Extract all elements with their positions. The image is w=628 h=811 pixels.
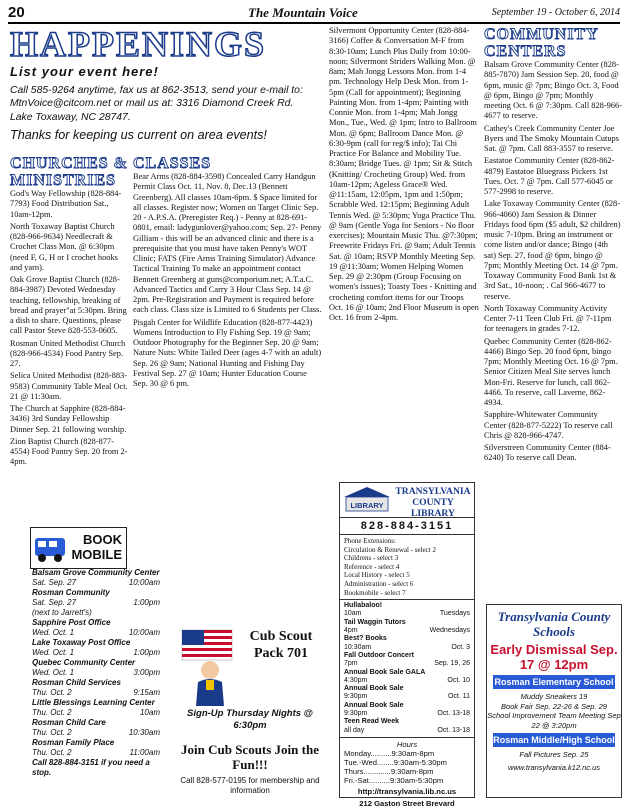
list-item: Balsam Grove Community Center (828-885-7870) Jam Session Sep. 20, food @ 6pm, music @ 7pm; Bingo Oct. 3, Food @ 6pm, Bingo @ 7pm; Monthly meeting Oct. 6 @ 7:30pm. Call 828-966-4677 to reserve. xyxy=(484,60,622,121)
schools-url[interactable]: www.transylvania.k12.nc.us xyxy=(507,762,601,772)
schools-box xyxy=(486,604,622,798)
list-item: Eastatoe Community Center (828-862-4879) Eastatoe Bluegrass Pickers 1st Tues. Oct. 7 @ 7pm. Call 577-6045 or 577-2998 to reserve. xyxy=(484,156,615,196)
title-block xyxy=(10,26,308,144)
bookmobile-stop: Rosman Community xyxy=(32,588,110,597)
list-item: North Toxaway Baptist Church (828-966-9634) Needlecraft & Crochet Class Mon. @ 6:30pm (need F, G, H or I crochet hooks and yarn). xyxy=(10,221,118,272)
extension-line: Local History - select 5 xyxy=(344,571,410,580)
bookmobile-time: Thu. Oct. 2 11:00am xyxy=(32,748,160,757)
list-item: God's Way Fellowship (828-884-7793) Food Distribution Sat., 10am-12pm. xyxy=(10,189,122,219)
list-item: Oak Grove Baptist Church (828-884-3987) Devoted Wednesday teaching, fellowship, breaking of bread and prayer"at 5:30pm. Bring a dish to share. Questions, please call Pastor Steve 828-553-0605. xyxy=(10,275,127,336)
page-title: HAPPENINGS xyxy=(10,24,267,64)
churches-section xyxy=(10,155,128,470)
list-item: Quebec Community Center (828-862-4466) Bingo Sep. 20 food 6pm, bingo 7pm; Monthly Meeting Oct. 16 @ 7pm. Senior Citizen Meal Site serves lunch Mon-Fri. Reserve for lunch, call 862-4466. To reserve, call Laverne, 862-4934. xyxy=(484,336,618,407)
hours-line: Thurs.............9:30am-8pm xyxy=(344,766,434,776)
bookmobile-stop: Rosman Child Services xyxy=(32,678,121,687)
list-item: Rosman United Methodist Church (828-966-4534) Food Pantry Sep. 27. xyxy=(10,338,126,368)
extension-line: Childrens - select 3 xyxy=(344,554,399,563)
bookmobile-logo-text: BOOK MOBILE xyxy=(71,532,122,562)
library-logo-text: LIBRARY xyxy=(350,501,384,510)
cub-scout-signup: Sign-Up Thursday Nights @ 6:30pm xyxy=(187,708,313,731)
event-line: Annual Book Sale xyxy=(344,701,404,709)
list-item: Pisgah Center for Wildlife Education (828-877-4423) Womens Introduction to Fly Fishing Sep. 19 @ 9am; Outdoor Photography for the Beginner Sep. 20 @ 9am; Nature Nuts: White Tailed Deer (ages 4-7 with an adult) Sep. 26 @ 9am; National Hunting and Fishing Day Festival Sep. 27 @ 10am; Hunter Education Course Sep. 30 @ 6 pm. xyxy=(133,317,322,388)
list-item: Book Fair Sep. 22-26 & Sep. 29 xyxy=(501,701,607,711)
classes-heading: CLASSES xyxy=(133,155,212,172)
silvermont-section xyxy=(329,26,479,325)
library-extensions xyxy=(340,535,474,600)
event-line: Fall Outdoor Concert xyxy=(344,651,414,659)
cub-scout-ad xyxy=(178,620,322,800)
event-line: Hullabaloo! xyxy=(344,602,383,610)
bookmobile-time: (next to Jarrett's) xyxy=(32,608,92,617)
scout-flag-icon xyxy=(178,624,238,706)
bookmobile-stop: Rosman Family Place xyxy=(32,738,115,747)
list-item: Muddy Sneakers 19 xyxy=(520,692,588,701)
cub-scout-title: Cub Scout Pack 701 xyxy=(249,629,313,661)
early-dismissal: Early Dismissal Sep. 17 @ 12pm xyxy=(490,642,618,672)
thanks-text: Thanks for keeping us current on area events! xyxy=(10,128,267,143)
event-line: 10:30am Oct. 3 xyxy=(344,643,470,651)
hours-label: Hours xyxy=(396,739,418,749)
bookmobile-stop: Balsam Grove Community Center xyxy=(32,568,160,577)
list-item: North Toxaway Community Activity Center 7-11 Teen Club Fri. @ 7-11pm for teenagers in grades 7-12. xyxy=(484,303,612,334)
event-line: 10am Tuesdays xyxy=(344,610,470,618)
event-line: 4:30pm Oct. 10 xyxy=(344,676,470,684)
community-heading: COMMUNITY CENTERS xyxy=(484,26,599,60)
list-item: Selica United Methodist (828-883-9583) Community Table Meal Oct. 21 @ 11:30am. xyxy=(10,371,128,401)
library-building-icon xyxy=(342,485,392,515)
cub-scout-join: Join Cub Scouts Join the Fun!!! xyxy=(181,742,319,772)
library-header xyxy=(340,483,474,518)
list-item: Silverstreen Community Center (884-6240) To reserve call Dean. xyxy=(484,443,611,463)
bus-icon xyxy=(33,530,69,566)
event-line: 9:30pm Oct. 13-18 xyxy=(344,710,470,718)
bookmobile-stop: Little Blessings Learning Center xyxy=(32,698,155,707)
event-line: Tail Waggin Tutors xyxy=(344,618,406,626)
intro-text: Call 585-9264 anytime, fax us at 862-3513, send your e-mail to: MtnVoice@citcom.net or mail us at: 3316 Diamond Creek Rd. Lake Toxaway, NC 28747. xyxy=(10,84,303,123)
list-item: School Improvement Team Meeting Sep 22 @ 3:20pm xyxy=(487,711,621,730)
bookmobile-time: Wed. Oct. 1 1:00pm xyxy=(32,648,160,657)
page-subtitle: List your event here! xyxy=(10,64,159,79)
publication-title: The Mountain Voice xyxy=(248,5,358,20)
event-line: all day Oct. 13-18 xyxy=(344,726,470,734)
extension-line: Reference - select 4 xyxy=(344,562,400,571)
bookmobile-time: Thu. Oct. 2 10am xyxy=(32,708,160,717)
bookmobile-time: Wed. Oct. 1 10:00am xyxy=(32,628,160,637)
bookmobile-logo xyxy=(30,527,127,569)
classes-section xyxy=(133,155,323,391)
page-number: 20 xyxy=(8,4,25,21)
event-line: Annual Book Sale GALA xyxy=(344,668,426,676)
issue-date: September 19 - October 6, 2014 xyxy=(491,7,620,18)
extension-line: Administration - select 6 xyxy=(344,579,414,588)
event-line: Annual Book Sale xyxy=(344,685,404,693)
list-item: Cathey's Creek Community Center Joe Byers and The Smoky Mountain Cutups Sat. @ 7pm. Call 883-3557 to reserve. xyxy=(484,123,620,153)
bookmobile-time: Thu. Oct. 2 10:30am xyxy=(32,728,160,737)
page-header xyxy=(8,4,620,24)
bookmobile-time: Sat. Sep. 27 1:00pm xyxy=(32,598,160,607)
extension-line: Bookmobile - select 7 xyxy=(344,588,406,597)
bookmobile-footer: Call 828-884-3151 if you need a stop. xyxy=(32,758,150,777)
churches-list xyxy=(10,189,128,468)
event-line: Teen Read Week xyxy=(344,718,399,726)
list-item: Bear Arms (828-884-3598) Concealed Carry Handgun Permit Class Oct. 11, Nov. 8, Dec.13 (Bennett Greenberg). All classes 10am-6pm. $ Space limited for all classes. Register now; Women on Target Clinic Sep. 20 - A.P.S.A. (Preregister Req.) - Penny at 828-691-0801, email: ladygunlover@yahoo.com; Sep. 27- Penny Gilliam - this will be an advanced clinic and there is a prerequisite that you must have taken Penny's WOT Clinic; FATS (Fire Arms Training Simulator) Advance Tactical Training To make an appointment contact Bennett Greenberg at guns@comporium.net; A.T.a.C. Advanced Tactics and Carry 3 Hour Class Sep. 14 @ 2pm. Pre-Registration and Payment is required before each class. Class size is Limited to 6 Students per Class. xyxy=(133,172,322,315)
bookmobile-stop: Sapphire Post Office xyxy=(32,618,111,627)
extension-line: Circulation & Renewal - select 2 xyxy=(344,545,436,554)
bookmobile-time: Thu. Oct. 2 9:15am xyxy=(32,688,160,697)
bookmobile-stop: Quebec Community Center xyxy=(32,658,136,667)
churches-heading: CHURCHES & MINISTRIES xyxy=(10,155,129,189)
community-section xyxy=(484,26,622,466)
list-item: The Church at Sapphire (828-884-3436) 3rd Sunday Fellowship Dinner Sep. 21 following worship. xyxy=(10,404,127,434)
library-events xyxy=(340,600,474,738)
bookmobile-stop: Lake Toxaway Post Office xyxy=(32,638,131,647)
hours-line: Monday..........9:30am-8pm xyxy=(344,748,435,758)
library-phone: 828-884-3151 xyxy=(340,518,474,535)
event-line: 7pm Sep. 19, 26 xyxy=(344,660,470,668)
schools-title: Transylvania County Schools xyxy=(497,609,611,639)
list-item: Fall Pictures Sep. 25 xyxy=(519,750,589,759)
event-line: 9:30pm Oct. 11 xyxy=(344,693,470,701)
bookmobile-schedule xyxy=(32,568,160,778)
library-url[interactable]: http://transylvania.lib.nc.us xyxy=(357,786,457,796)
cub-scout-call: Call 828-577-0195 for membership and information xyxy=(180,776,320,795)
event-line: 4pm Wednesdays xyxy=(344,627,470,635)
library-box xyxy=(339,482,475,808)
school-band-elementary: Rosman Elementary School xyxy=(494,677,614,687)
list-item: Lake Toxaway Community Center (828-966-4060) Jam Session & Dinner Fridays food 6pm ($5 adult, $2 children) music 7-10pm. Bring an instrument or come listen and/or dance; Bingo (4th sat) Sep. 27, food @ 6pm, bingo @ 7pm; Monthly Meeting Oct. 14 @ 7pm. Toxaway Community Food Bank 1st & 3rd Sat., 10-noon; . Cal 966-4677 to reserve. xyxy=(484,199,621,301)
event-line: Best? Books xyxy=(344,635,387,643)
bookmobile-time: Wed. Oct. 1 3:00pm xyxy=(32,668,160,677)
library-address: 212 Gaston Street Brevard xyxy=(359,798,455,808)
list-item: Silvermont Opportunity Center (828-884-3166) Coffee & Conversation M-F from 8:30-10am; Lunch Plus Daily from 10:00-noon; Silvermont Striders Walking Mon. @ 8am; Mah Jongg Lessons Mon. from 1-4 pm. Technology Help Desk Mon. from 1-5pm (Call for appointment); Beginning Painting Mon. from 1-4pm; Painting with Connie Mon. from 1-4pm; Mah Jongg Mon., Tue., Wed. @ 1pm; Intro to Ballroom Mon. @ 6pm; Ballroom Dance Mon. @ 6:30-9pm (call for reg/$ info); Tai Chi Practice For Balance and Mobility Tue. 8:30am; Bridge Tues. @ 1pm; Sit & Stitch (Knitting/ Crocheting Group) Wed. from 10am-12pm; Ageless Grace® Wed. @11:15am, 12:05pm, 1pm and 1:50pm; Scrabble Wed. 12:15pm; Beginning Adult Tennis Wed. @ 5:30pm; Yoga Practice Thu. @ 9am (Gentle Yoga for Seniors - No floor exercises); Mountain Music Thu. @7:30pm; Freewrite Fridays Fri. @ 9am; Adult Tennis Sat. @ 10am; RSVP Monthly Meeting Sep. 19 @11:30am; Women Helping Women Sep. 29 @ 2:30pm (Group Focusing on women's issues); Toasty Toes - Knitting and crocheting comfort items for our Troops Oct. 16 @ 10am; 2nd Floor Museum is open Oct. 16 from 2-4pm. xyxy=(329,26,479,322)
school-band-middle-high: Rosman Middle/High School xyxy=(493,735,615,745)
library-name: TRANSYLVANIA COUNTY LIBRARY xyxy=(395,486,471,519)
hours-line: Fri.-Sat..........9:30am-5:30pm xyxy=(344,775,444,785)
bookmobile-stop: Rosman Child Care xyxy=(32,718,106,727)
extension-line: Phone Extensions: xyxy=(344,537,396,545)
list-item: Sapphire-Whitewater Community Center (828-877-5222) To reserve call Chris @ 828-966-4747. xyxy=(484,410,613,440)
hours-line: Tue.-Wed........9:30am-5:30pm xyxy=(344,757,447,767)
list-item: Zion Baptist Church (828-877-4554) Food Pantry Sep. 20 from 2-4pm. xyxy=(10,436,128,467)
bookmobile-time: Sat. Sep. 27 10:00am xyxy=(32,578,160,587)
